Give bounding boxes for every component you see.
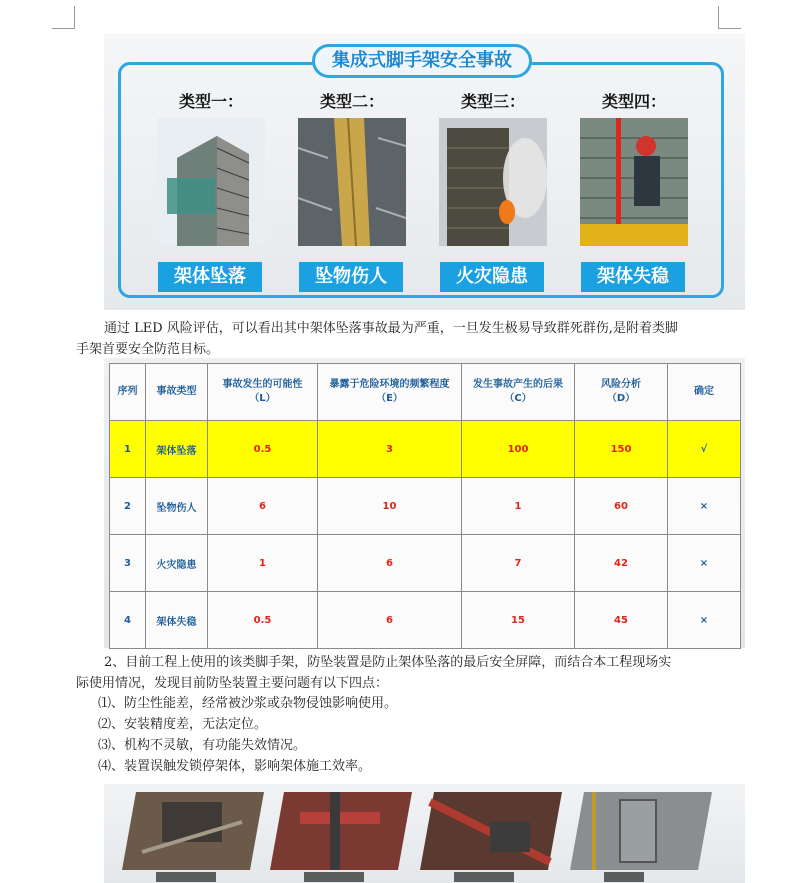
type-label-1: 架体坠落 bbox=[158, 262, 262, 292]
device-photo-3 bbox=[420, 792, 562, 870]
cell-e: 3 bbox=[318, 421, 462, 478]
cell-index: 4 bbox=[110, 592, 146, 649]
risk-assessment-panel bbox=[104, 358, 745, 648]
cell-d: 45 bbox=[575, 592, 668, 649]
cell-l: 1 bbox=[208, 535, 318, 592]
risk-assessment-table bbox=[109, 363, 741, 649]
table-row bbox=[110, 421, 741, 478]
crop-mark-top-left bbox=[52, 6, 75, 29]
type-heading: 类型一： bbox=[178, 92, 243, 111]
list-item: ⑵、安装精度差，无法定位。 bbox=[98, 717, 268, 732]
cell-d: 150 bbox=[575, 421, 668, 478]
list-item: ⑴、防尘性能差，经常被沙浆或杂物侵蚀影响使用。 bbox=[98, 696, 398, 711]
banner-title: 集成式脚手架安全事故 bbox=[312, 44, 532, 78]
type-column-1 bbox=[155, 90, 267, 246]
type-label-4: 架体失稳 bbox=[581, 262, 685, 292]
cell-e: 6 bbox=[318, 592, 462, 649]
device-photo-1 bbox=[122, 792, 264, 870]
cell-c: 100 bbox=[462, 421, 575, 478]
cell-l: 0.5 bbox=[208, 592, 318, 649]
type-label-3: 火灾隐患 bbox=[440, 262, 544, 292]
list-item: ⑷、装置误触发锁停架体，影响架体施工效率。 bbox=[98, 759, 372, 774]
caption-bar bbox=[304, 872, 364, 882]
type-label-2: 坠物伤人 bbox=[299, 262, 403, 292]
cell-confirm: √ bbox=[668, 421, 741, 478]
cell-d: 42 bbox=[575, 535, 668, 592]
intro-line-2: 手架首要安全防范目标。 bbox=[76, 342, 220, 357]
cell-c: 1 bbox=[462, 478, 575, 535]
cell-c: 15 bbox=[462, 592, 575, 649]
caption-bar bbox=[156, 872, 216, 882]
caption-bar bbox=[454, 872, 514, 882]
cell-e: 6 bbox=[318, 535, 462, 592]
cell-confirm: × bbox=[668, 592, 741, 649]
header-confirm: 确定 bbox=[668, 364, 741, 421]
cell-d: 60 bbox=[575, 478, 668, 535]
photo-falling-objects bbox=[298, 118, 406, 246]
cell-type: 火灾隐患 bbox=[146, 535, 208, 592]
type-column-4 bbox=[578, 90, 690, 246]
type-column-3 bbox=[437, 90, 549, 246]
photo-frame-instability bbox=[580, 118, 688, 246]
photo-fire-hazard bbox=[439, 118, 547, 246]
type-heading: 类型二： bbox=[319, 92, 384, 111]
cell-type: 坠物伤人 bbox=[146, 478, 208, 535]
table-row bbox=[110, 592, 741, 649]
photo-building-collapse bbox=[157, 118, 265, 246]
accident-types-banner bbox=[104, 34, 745, 310]
cell-index: 1 bbox=[110, 421, 146, 478]
header-consequence: 发生事故产生的后果 （C） bbox=[462, 364, 575, 421]
cell-l: 6 bbox=[208, 478, 318, 535]
cell-e: 10 bbox=[318, 478, 462, 535]
crop-mark-top-right bbox=[718, 6, 741, 29]
table-header-row bbox=[110, 364, 741, 421]
cell-type: 架体失稳 bbox=[146, 592, 208, 649]
issues-list bbox=[98, 693, 397, 777]
section-2-line-1: 2、目前工程上使用的该类脚手架，防坠装置是防止架体坠落的最后安全屏障，而结合本工程现场实 bbox=[104, 655, 672, 670]
cell-c: 7 bbox=[462, 535, 575, 592]
section-2-paragraph bbox=[76, 652, 726, 694]
cell-index: 3 bbox=[110, 535, 146, 592]
table-row bbox=[110, 478, 741, 535]
cell-confirm: × bbox=[668, 478, 741, 535]
table-row bbox=[110, 535, 741, 592]
caption-bar bbox=[604, 872, 644, 882]
device-photos-strip bbox=[104, 784, 745, 883]
list-item: ⑶、机构不灵敏，有功能失效情况。 bbox=[98, 738, 307, 753]
header-risk: 风险分析 （D） bbox=[575, 364, 668, 421]
header-accident-type: 事故类型 bbox=[146, 364, 208, 421]
device-photo-2 bbox=[270, 792, 412, 870]
section-2-line-2: 际使用情况，发现目前防坠装置主要问题有以下四点： bbox=[76, 676, 389, 691]
cell-index: 2 bbox=[110, 478, 146, 535]
cell-type: 架体坠落 bbox=[146, 421, 208, 478]
header-exposure: 暴露于危险环境的频繁程度 （E） bbox=[318, 364, 462, 421]
intro-line-1: 通过 LED 风险评估，可以看出其中架体坠落事故最为严重，一旦发生极易导致群死群伤,是附着类脚 bbox=[104, 321, 678, 336]
header-likelihood: 事故发生的可能性 （L） bbox=[208, 364, 318, 421]
type-heading: 类型四： bbox=[601, 92, 666, 111]
intro-paragraph bbox=[76, 318, 726, 360]
type-column-2 bbox=[296, 90, 408, 246]
cell-confirm: × bbox=[668, 535, 741, 592]
type-heading: 类型三： bbox=[460, 92, 525, 111]
header-index: 序列 bbox=[110, 364, 146, 421]
cell-l: 0.5 bbox=[208, 421, 318, 478]
device-photo-4 bbox=[570, 792, 712, 870]
